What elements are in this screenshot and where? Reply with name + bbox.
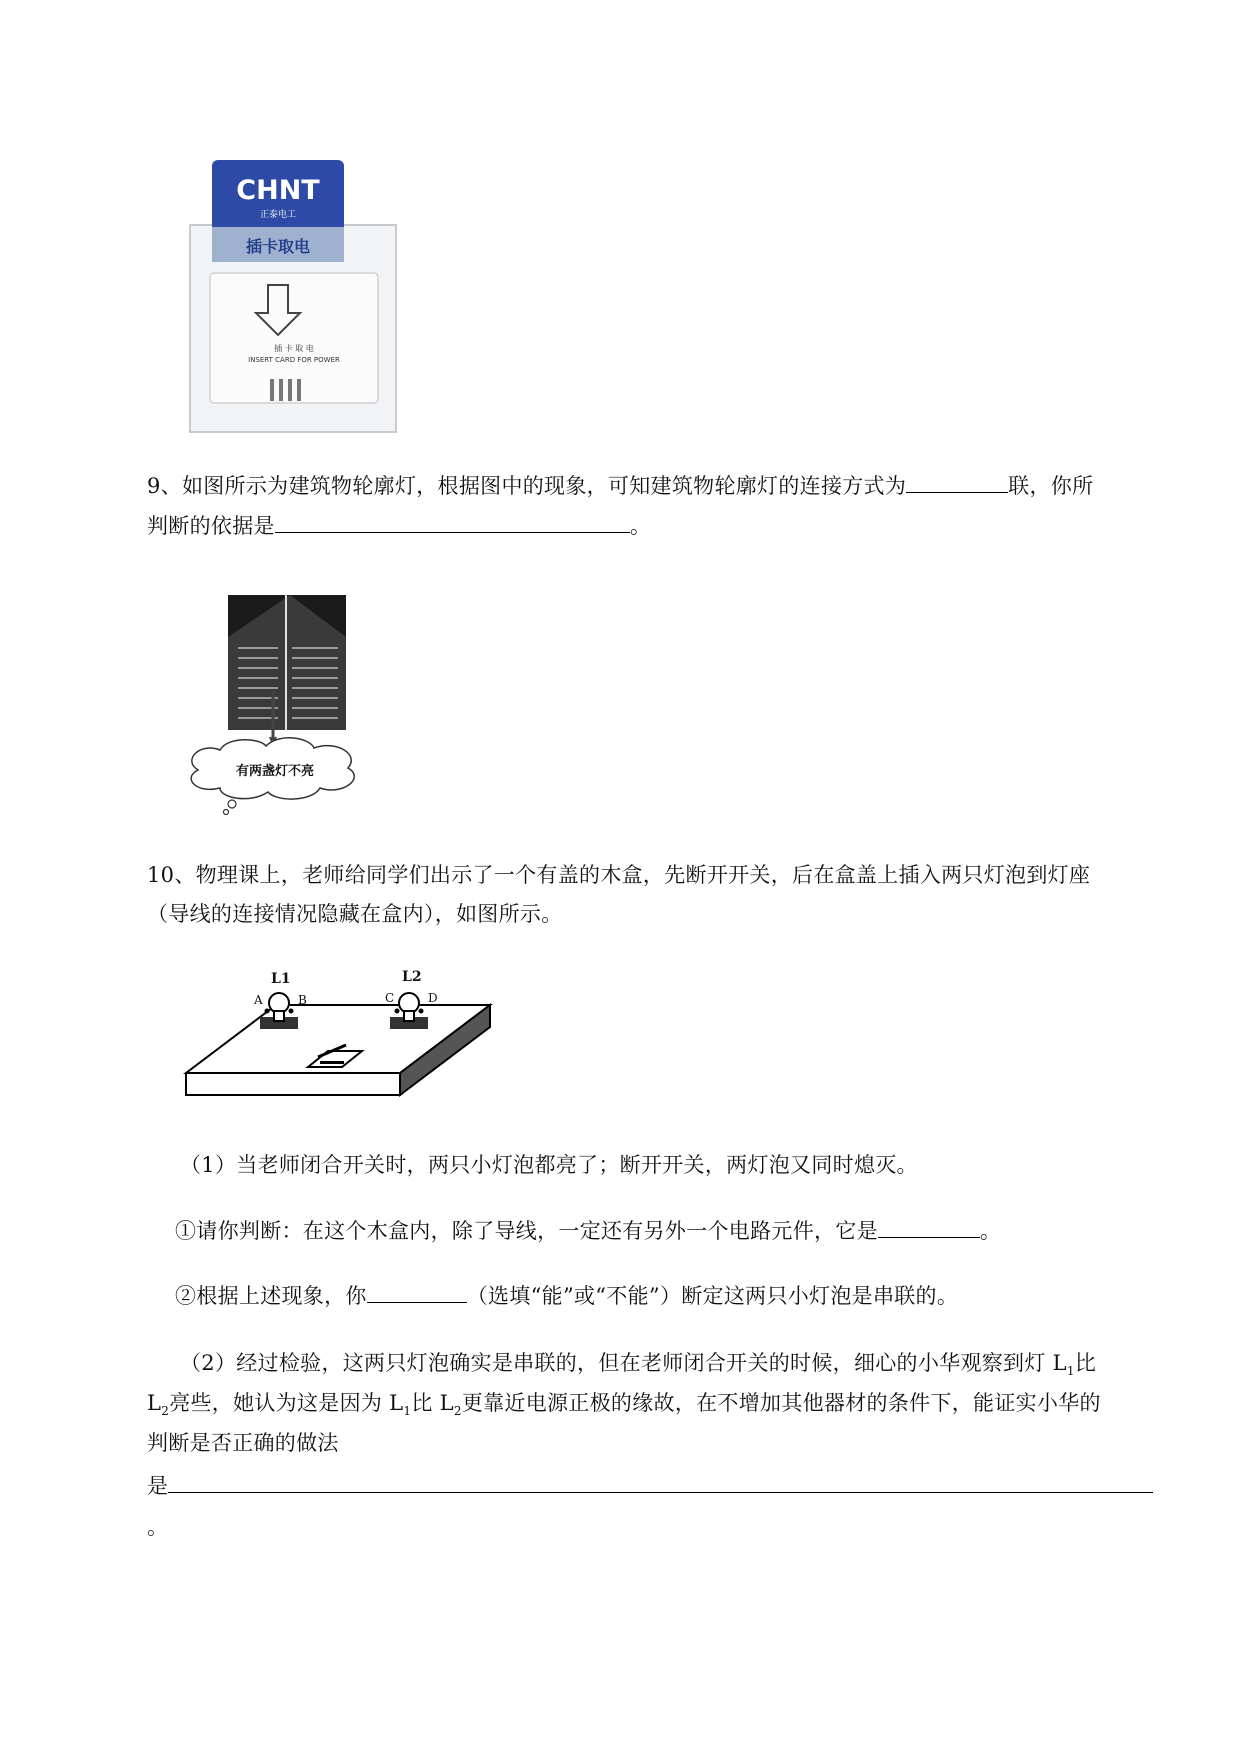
q10-blank-component[interactable] [878, 1215, 980, 1238]
q10-line-1: 10、物理课上，老师给同学们出示了一个有盖的木盒，先断开开关，后在盒盖上插入两只灯泡到灯座 [147, 863, 1091, 887]
q10-blank-can-or-cannot[interactable] [367, 1280, 467, 1303]
q10-part1-i-tail: 。 [979, 1219, 1002, 1243]
q10-part2-line-3: 判断是否正确的做法 [147, 1431, 339, 1455]
q9-line-1-tail: 联，你所 [1008, 474, 1094, 498]
q10-part2-line-4 [147, 1470, 1153, 1501]
q10-part2-l2-d: 更靠近电源正极的缘故，在不增加其他器材的条件下，能证实小华的 [461, 1391, 1101, 1415]
q10-part2-line-2 [147, 1388, 1101, 1426]
q9-blank-connection[interactable] [906, 470, 1008, 493]
q10-part1-ii-tail: （选填“能”或“不能”）断定这两只小灯泡是串联的。 [466, 1284, 959, 1308]
sub-2a: 2 [161, 1404, 170, 1419]
q10-part2-line-5: 。 [147, 1515, 169, 1539]
sub-1: 1 [1066, 1364, 1075, 1379]
q10-part2-l2-a: L [147, 1391, 162, 1415]
q10-part2-l4-text: 是 [147, 1474, 169, 1498]
slot-text-en: INSERT CARD FOR POWER [248, 356, 340, 364]
card-switch-figure [188, 155, 398, 435]
q10-part1-ii [175, 1280, 958, 1311]
card-brand-sub: 正泰电工 [259, 210, 296, 220]
q9-line-2-tail: 。 [629, 514, 652, 538]
q10-line-2: （导线的连接情况隐藏在盒内），如图所示。 [147, 902, 563, 926]
q10-part1-ii-text: ②根据上述现象，你 [175, 1284, 367, 1308]
q9-line-2-text: 判断的依据是 [147, 514, 275, 538]
q10-part1-i [175, 1215, 1001, 1246]
q9-line-2 [147, 510, 651, 541]
label-L2: L2 [402, 969, 422, 985]
building-figure [180, 592, 370, 817]
q10-part2-l2-b: 亮些，她认为这是因为 L [169, 1391, 404, 1415]
q10-part1: （1）当老师闭合开关时，两只小灯泡都亮了；断开开关，两灯泡又同时熄灭。 [180, 1153, 918, 1177]
card-brand: CHNT [236, 175, 320, 206]
label-D: D [428, 991, 438, 1005]
q10-part2-l1-text: （2）经过检验，这两只灯泡确实是串联的，但在老师闭合开关的时候，细心的小华观察到灯 L [180, 1351, 1067, 1375]
slot-text-cn: 插 卡 取 电 [274, 344, 314, 353]
bubble-text: 有两盏灯不亮 [235, 764, 314, 779]
q9-line-1 [147, 470, 1093, 501]
label-B: B [298, 993, 307, 1007]
q9-line-1-text: 9、如图所示为建筑物轮廓灯，根据图中的现象，可知建筑物轮廓灯的连接方式为 [147, 474, 907, 498]
q10-part2-line-1 [180, 1348, 1096, 1386]
label-L1: L1 [271, 971, 291, 987]
q9-blank-reason[interactable] [275, 510, 630, 533]
q10-part1-i-text: ①请你判断：在这个木盒内，除了导线，一定还有另外一个电路元件，它是 [175, 1219, 878, 1243]
label-A: A [254, 993, 263, 1007]
q10-part2-l2-c: 比 L [411, 1391, 454, 1415]
q10-part2-l1-tail: 比 [1074, 1351, 1097, 1375]
sub-1b: 1 [403, 1404, 412, 1419]
label-C: C [385, 991, 395, 1005]
card-label: 插卡取电 [245, 237, 310, 256]
q10-blank-method[interactable] [168, 1470, 1153, 1493]
wooden-box-figure [182, 965, 502, 1113]
sub-2b: 2 [453, 1404, 462, 1419]
